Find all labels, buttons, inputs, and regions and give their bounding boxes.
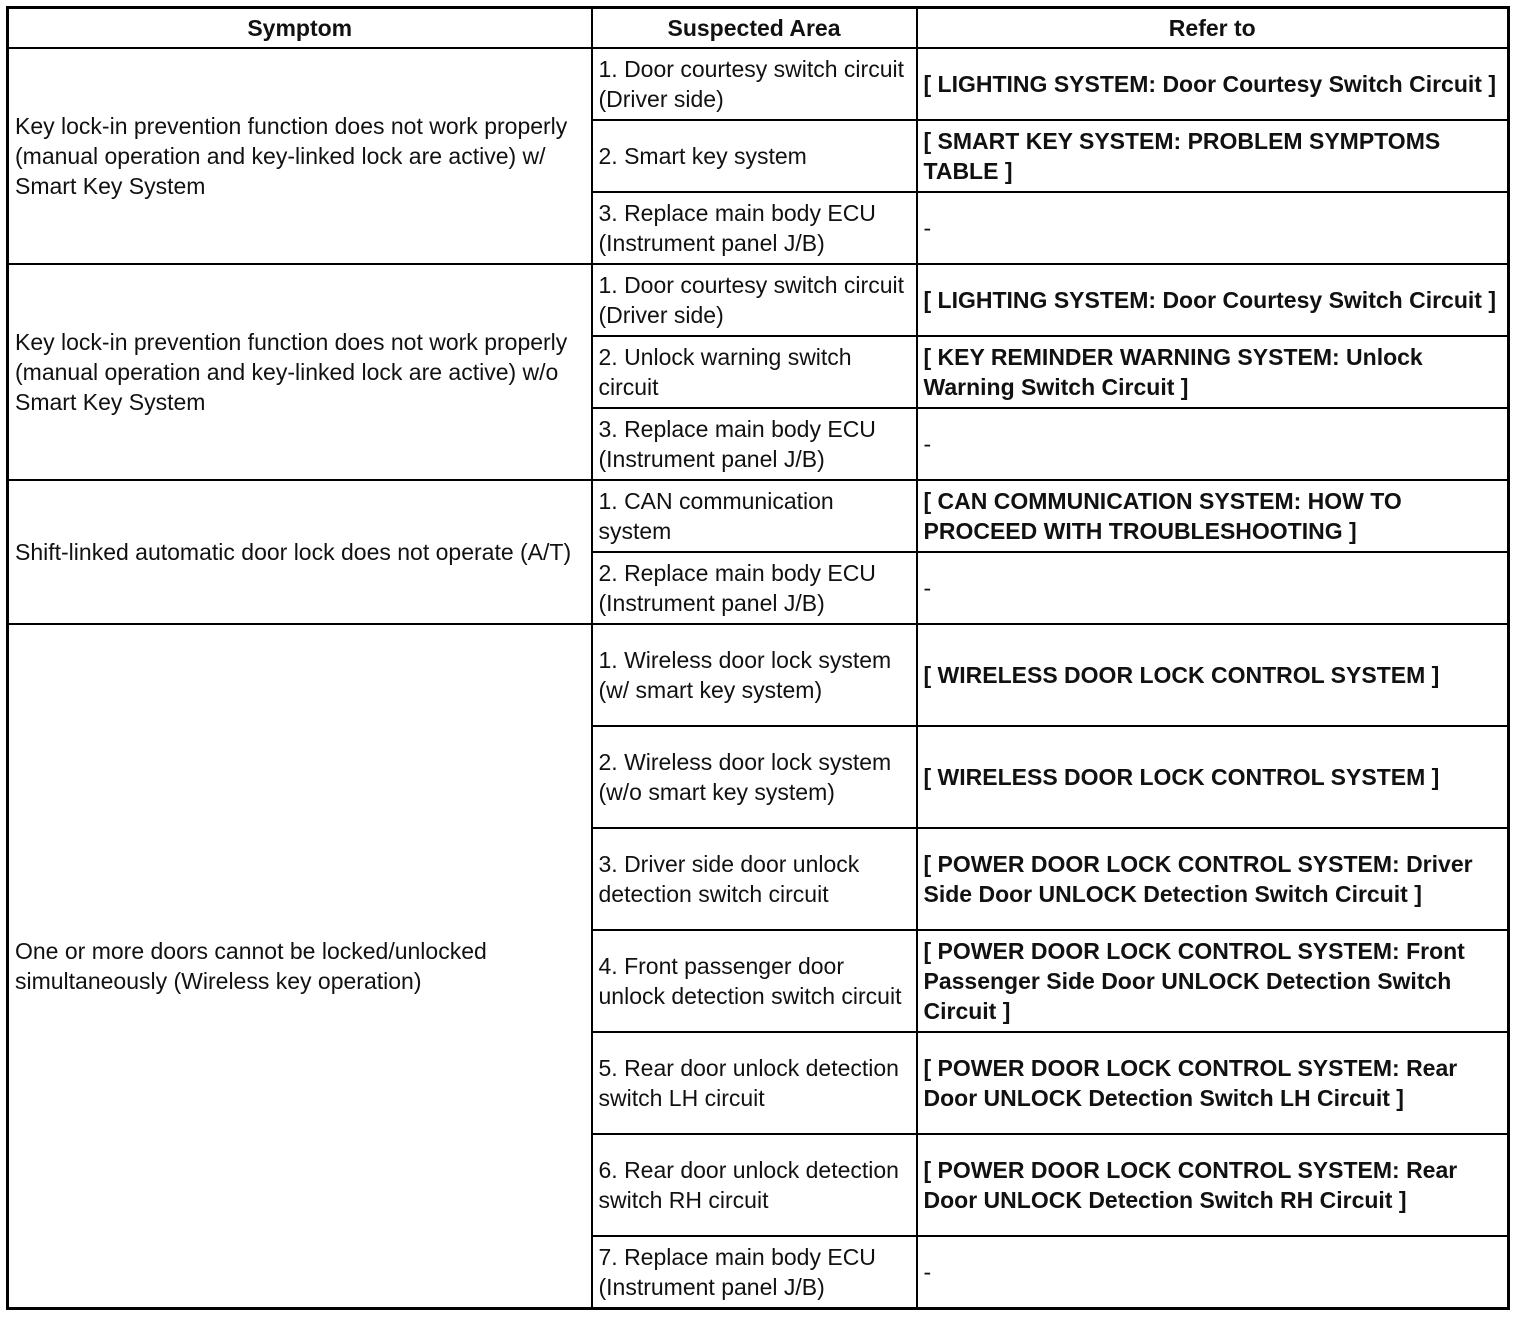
refer-to-cell: -: [917, 1236, 1509, 1308]
refer-to-cell: -: [917, 552, 1509, 624]
refer-to-cell: [ WIRELESS DOOR LOCK CONTROL SYSTEM ]: [917, 726, 1509, 828]
suspected-area-cell: 7. Replace main body ECU (Instrument panel J/B): [592, 1236, 917, 1308]
refer-to-cell: [ SMART KEY SYSTEM: PROBLEM SYMPTOMS TABLE ]: [917, 120, 1509, 192]
suspected-area-cell: 3. Replace main body ECU (Instrument panel J/B): [592, 192, 917, 264]
table-row: [8, 48, 1509, 120]
suspected-area-cell: 6. Rear door unlock detection switch RH circuit: [592, 1134, 917, 1236]
table-row: [8, 264, 1509, 336]
suspected-area-cell: 2. Replace main body ECU (Instrument panel J/B): [592, 552, 917, 624]
refer-to-cell: [ POWER DOOR LOCK CONTROL SYSTEM: Front Passenger Side Door UNLOCK Detection Switch Circuit ]: [917, 930, 1509, 1032]
refer-to-cell: [ WIRELESS DOOR LOCK CONTROL SYSTEM ]: [917, 624, 1509, 726]
table-row: [8, 624, 1509, 726]
header-symptom: Symptom: [8, 8, 592, 49]
suspected-area-cell: 4. Front passenger door unlock detection switch circuit: [592, 930, 917, 1032]
suspected-area-cell: 2. Wireless door lock system (w/o smart key system): [592, 726, 917, 828]
suspected-area-cell: 3. Replace main body ECU (Instrument panel J/B): [592, 408, 917, 480]
header-suspected-area: Suspected Area: [592, 8, 917, 49]
suspected-area-cell: 3. Driver side door unlock detection switch circuit: [592, 828, 917, 930]
suspected-area-cell: 1. CAN communication system: [592, 480, 917, 552]
suspected-area-cell: 1. Wireless door lock system (w/ smart key system): [592, 624, 917, 726]
symptom-cell: Shift-linked automatic door lock does not operate (A/T): [8, 480, 592, 624]
suspected-area-cell: 2. Smart key system: [592, 120, 917, 192]
refer-to-cell: [ LIGHTING SYSTEM: Door Courtesy Switch Circuit ]: [917, 48, 1509, 120]
suspected-area-cell: 2. Unlock warning switch circuit: [592, 336, 917, 408]
suspected-area-cell: 1. Door courtesy switch circuit (Driver side): [592, 48, 917, 120]
symptom-cell: Key lock-in prevention function does not work properly (manual operation and key-linked lock are active) w/ Smart Key System: [8, 48, 592, 264]
refer-to-cell: -: [917, 408, 1509, 480]
table-row: [8, 480, 1509, 552]
troubleshooting-table: [6, 6, 1510, 1310]
suspected-area-cell: 5. Rear door unlock detection switch LH circuit: [592, 1032, 917, 1134]
header-refer-to: Refer to: [917, 8, 1509, 49]
symptom-cell: One or more doors cannot be locked/unlocked simultaneously (Wireless key operation): [8, 624, 592, 1308]
symptom-cell: Key lock-in prevention function does not work properly (manual operation and key-linked lock are active) w/o Smart Key System: [8, 264, 592, 480]
refer-to-cell: [ POWER DOOR LOCK CONTROL SYSTEM: Rear Door UNLOCK Detection Switch LH Circuit ]: [917, 1032, 1509, 1134]
refer-to-cell: [ POWER DOOR LOCK CONTROL SYSTEM: Rear Door UNLOCK Detection Switch RH Circuit ]: [917, 1134, 1509, 1236]
refer-to-cell: [ LIGHTING SYSTEM: Door Courtesy Switch Circuit ]: [917, 264, 1509, 336]
suspected-area-cell: 1. Door courtesy switch circuit (Driver side): [592, 264, 917, 336]
header-row: [8, 8, 1509, 49]
refer-to-cell: -: [917, 192, 1509, 264]
refer-to-cell: [ CAN COMMUNICATION SYSTEM: HOW TO PROCEED WITH TROUBLESHOOTING ]: [917, 480, 1509, 552]
refer-to-cell: [ KEY REMINDER WARNING SYSTEM: Unlock Warning Switch Circuit ]: [917, 336, 1509, 408]
refer-to-cell: [ POWER DOOR LOCK CONTROL SYSTEM: Driver Side Door UNLOCK Detection Switch Circuit ]: [917, 828, 1509, 930]
